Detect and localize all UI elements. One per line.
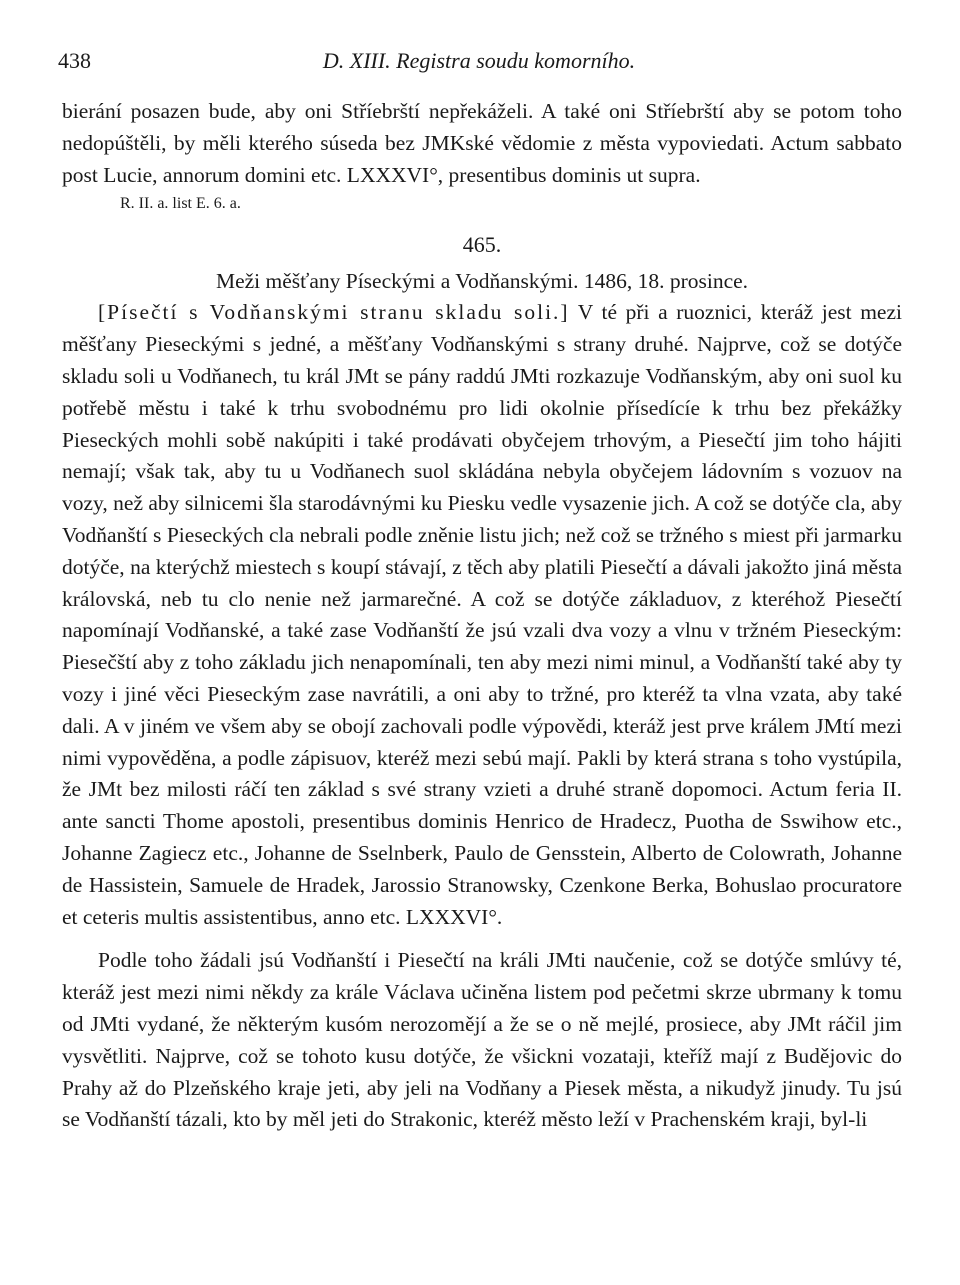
running-head: D. XIII. Registra soudu komorního.: [322, 48, 636, 73]
document-number: 465.: [462, 232, 502, 258]
continuation-paragraph: bierání posazen bude, aby oni Stříebrští nepřekáželi. A také oni Stříebrští aby se potom toho nedopúštěli, by měli kterého súseda bez JMKské vědomie z města vypoviedati. Actum sabbato post Lucie, annorum domini etc. LXXXVI°, presentibus dominis ut supra.: [62, 99, 902, 187]
document-text-paragraph: [62, 297, 902, 933]
paragraph-gap: [62, 933, 902, 945]
page-header: [58, 48, 900, 82]
page-number: 438: [58, 48, 91, 73]
source-reference: R. II. a. list E. 6. a.: [120, 195, 241, 213]
document-regest: [Písečtí s Vodňanskými stranu skladu soli.]: [98, 300, 570, 325]
page-body: [62, 96, 902, 1136]
document-text: V té při a ruoznici, kteráž jest mezi měšťany Pieseckými s jedné, a měšťany Vodňanskými s strany druhé. Najprve, což se dotýče skladu soli u Vodňanech, tu král JMt se pány raddú JMti rozkazuje Vodňanským, aby oni suol ku potřebě městu i také k trhu svobodnému pro lidi okolnie přísedícíe k trhu bez překážky Pieseckých mohli sobě nakúpiti i také prodávati obyčejem trhovým, a Piesečtí jim toho hájiti nemají; však tak, aby tu u Vodňanech suol skládána nebyla obyčejem ládovním s vozuov na vozy, než aby silnicemi šla starodávnými ku Piesku vedle vysazenie jich. A což se dotýče cla, aby Vodňanští s Pieseckých cla nebrali podle zněnie listu jich; než což se tržného s miest při jarmarku dotýče, na kterýchž miestech s koupí stávají, z těch aby platili Piesečtí a dávali jakožto jiná města královská, neb tu clo nenie než jarmarečné. A což se dotýče základuov, z kteréhož Piesečtí napomínají Vodňanské, a také zase Vodňanští že jsú vzali dva vozy a vlnu v tržném Pieseckým: Piesečští aby z toho základu jich nenapomínali, ten aby mezi nimi minul, a Vodňanští také aby ty vozy i jiné věci Pieseckým zase navrátili, a oni aby to tržné, pro kteréž ta vlna vzata, aby také dali. A v jiném ve všem aby se obojí zachovali podle výpovědi, kteráž jest prve králem JMtí mezi nimi vypověděna, a podle zápisuov, kteréž mezi sebú mají. Pakli by která strana s toho vystúpila, že JMt bez milosti ráčí ten základ s své strany vzieti a druhé straně dopomoci. Actum feria II. ante sancti Thome apostoli, presentibus dominis Henrico de Hradecz, Puotha de Sswihow etc., Johanne Zagiecz etc., Johanne de Sselnberk, Paulo de Gensstein, Alberto de Colowrath, Johanne de Hassistein, Samuele de Hradek, Jarossio Stranowsky, Czenkone Berka, Bohuslao procuratore et ceteris multis assistentibus, anno etc. LXXXVI°.: [62, 300, 902, 929]
document-title: Meži měšťany Píseckými a Vodňanskými. 1486, 18. prosince.: [215, 269, 749, 294]
second-paragraph: Podle toho žádali jsú Vodňanští i Piesečtí na králi JMti naučenie, což se dotýče smlúvy té, kteráž jest mezi nimi někdy za krále Václava učiněna listem pod pečetmi skrze ubrmany k tomu od JMti vydané, že některým kusóm nerozomějí a že se o ně mejlé, prosiece, aby JMt ráčil jim vysvětliti. Najprve, což se tohoto kusu dotýče, že všickni vozataji, kteříž mají z Budějovic do Prahy až do Plzeňského kraje jeti, aby jeli na Vodňany a Piesek města, a nikudyž jinudy. Tu jsú se Vodňanští tázali, kto by měl jeti do Strakonic, kteréž město leží v Prachenském kraji, byl-li: [62, 948, 902, 1132]
